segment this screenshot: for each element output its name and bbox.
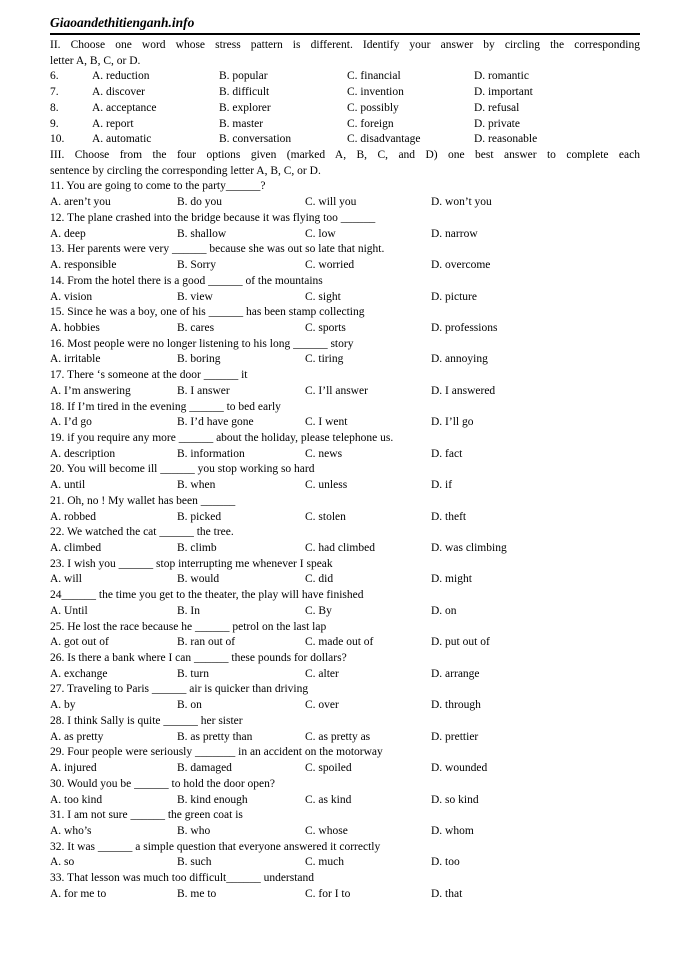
- option-b: B. kind enough: [177, 793, 248, 806]
- option-c: C. will you: [305, 196, 357, 209]
- answer-options: [50, 384, 640, 400]
- option-c: C. much: [305, 856, 344, 869]
- question-block: [50, 211, 640, 242]
- option-a: A. automatic: [92, 133, 152, 146]
- option-a: A. until: [50, 479, 86, 492]
- option-a: A. Until: [50, 604, 88, 617]
- option-a: A. climbed: [50, 542, 102, 554]
- option-b: B. I answer: [177, 384, 230, 397]
- question-stem: 11. You are going to come to the party______?: [50, 180, 266, 193]
- option-c: C. as pretty as: [305, 730, 371, 743]
- option-d: D. I answered: [431, 384, 496, 397]
- option-a: A. aren’t you: [50, 196, 111, 209]
- option-b: B. ran out of: [177, 636, 236, 649]
- question-stem: 12. The plane crashed into the bridge because it was flying too ______: [50, 211, 376, 224]
- option-c: C. low: [305, 227, 336, 240]
- option-c: C. I’ll answer: [305, 384, 368, 397]
- option-c: C. financial: [347, 70, 401, 83]
- answer-options: [50, 761, 640, 777]
- stress-item: [50, 69, 640, 85]
- option-c: C. whose: [305, 824, 348, 837]
- question-stem: 28. I think Sally is quite ______ her sister: [50, 714, 243, 727]
- option-c: C. sight: [305, 290, 341, 303]
- document-page: [50, 14, 640, 903]
- question-stem: 23. I wish you ______ stop interrupting me whenever I speak: [50, 557, 333, 570]
- question-stem: 20. You will become ill ______ you stop working so hard: [50, 463, 315, 476]
- question-stem: 22. We watched the cat ______ the tree.: [50, 526, 234, 539]
- answer-options: [50, 855, 640, 871]
- option-c: C. spoiled: [305, 762, 352, 775]
- option-c: C. possibly: [347, 101, 399, 114]
- option-a: A. as pretty: [50, 730, 104, 743]
- question-stem: 19. if you require any more ______ about the holiday, please telephone us.: [50, 431, 394, 444]
- answer-options: [50, 352, 640, 368]
- answer-options: [50, 478, 640, 494]
- question-block: [50, 525, 640, 556]
- question-block: [50, 179, 640, 210]
- site-header: Giaoandethitienganh.info: [50, 15, 195, 30]
- option-a: A. hobbies: [50, 321, 100, 334]
- question-block: [50, 808, 640, 839]
- option-a: A. description: [50, 447, 116, 460]
- section3-instruction-line2: sentence by circling the corresponding letter A, B, C, or D.: [50, 164, 321, 177]
- answer-options: [50, 447, 640, 463]
- question-block: [50, 840, 640, 871]
- option-c: C. unless: [305, 479, 348, 492]
- answer-options: [50, 227, 640, 243]
- option-d: D. picture: [431, 290, 477, 303]
- option-c: C. worried: [305, 259, 355, 272]
- question-block: [50, 682, 640, 713]
- option-d: D. put out of: [431, 636, 490, 649]
- option-b: B. I’d have gone: [177, 416, 254, 429]
- option-d: D. annoying: [431, 353, 488, 366]
- option-b: B. information: [177, 447, 245, 460]
- option-a: A. got out of: [50, 636, 109, 649]
- option-b: B. conversation: [219, 133, 292, 146]
- question-block: [50, 274, 640, 305]
- option-b: B. who: [177, 824, 211, 837]
- question-stem: 18. If I’m tired in the evening ______ to bed early: [50, 400, 281, 413]
- option-b: B. Sorry: [177, 259, 216, 272]
- option-b: B. view: [177, 290, 213, 303]
- option-d: D. if: [431, 479, 453, 492]
- answer-options: [50, 667, 640, 683]
- answer-options: [50, 604, 640, 620]
- question-block: [50, 337, 640, 368]
- option-b: B. on: [177, 699, 202, 712]
- question-stem: 33. That lesson was much too difficult______ understand: [50, 872, 315, 885]
- answer-options: [50, 698, 640, 714]
- stress-item: [50, 85, 640, 101]
- option-c: C. did: [305, 573, 334, 586]
- answer-options: [50, 510, 640, 526]
- question-block: [50, 494, 640, 525]
- section3-instruction-line1: III. Choose from the four options given (marked A, B, C, and D) one best answer to complete each: [50, 149, 640, 162]
- option-b: B. explorer: [219, 101, 271, 114]
- answer-options: [50, 195, 640, 211]
- option-c: C. By: [305, 604, 332, 617]
- option-a: A. irritable: [50, 353, 101, 366]
- question-stem: 25. He lost the race because he ______ petrol on the last lap: [50, 620, 327, 633]
- answer-options: [50, 824, 640, 840]
- option-b: B. cares: [177, 321, 215, 334]
- answer-options: [50, 258, 640, 274]
- option-b: B. do you: [177, 196, 223, 209]
- answer-options: [50, 572, 640, 588]
- option-a: A. responsible: [50, 259, 117, 272]
- option-a: A. for me to: [50, 887, 107, 900]
- option-d: D. that: [431, 887, 463, 900]
- section-2: [50, 38, 640, 148]
- option-c: C. tiring: [305, 353, 344, 366]
- option-b: B. picked: [177, 510, 222, 523]
- option-a: A. vision: [50, 290, 93, 303]
- option-b: B. In: [177, 604, 200, 617]
- option-a: A. injured: [50, 762, 97, 775]
- item-number: 6.: [50, 70, 59, 83]
- question-stem: 24______ the time you get to the theater, the play will have finished: [50, 589, 364, 602]
- option-b: B. as pretty than: [177, 730, 253, 743]
- option-d: D. private: [474, 117, 520, 130]
- mc-questions: [50, 179, 640, 902]
- option-b: B. me to: [177, 887, 217, 900]
- option-d: D. romantic: [474, 70, 529, 83]
- option-d: D. through: [431, 699, 481, 712]
- question-stem: 14. From the hotel there is a good ______ of the mountains: [50, 274, 323, 287]
- question-block: [50, 305, 640, 336]
- option-b: B. damaged: [177, 762, 232, 775]
- option-a: A. I’m answering: [50, 384, 131, 397]
- option-b: B. climb: [177, 542, 217, 554]
- item-number: 9.: [50, 117, 59, 130]
- option-a: A. by: [50, 699, 76, 712]
- option-a: A. robbed: [50, 510, 96, 523]
- answer-options: [50, 887, 640, 903]
- option-a: A. will: [50, 573, 82, 586]
- item-number: 8.: [50, 101, 59, 114]
- question-block: [50, 557, 640, 588]
- question-stem: 16. Most people were no longer listening to his long ______ story: [50, 337, 354, 350]
- answer-options: [50, 793, 640, 809]
- answer-options: [50, 730, 640, 746]
- question-stem: 15. Since he was a boy, one of his ______ has been stamp collecting: [50, 306, 365, 319]
- option-a: A. who’s: [50, 824, 92, 837]
- question-block: [50, 777, 640, 808]
- option-d: D. professions: [431, 321, 498, 334]
- option-b: B. would: [177, 573, 220, 586]
- option-a: A. so: [50, 856, 75, 869]
- option-c: C. over: [305, 699, 339, 712]
- option-c: C. alter: [305, 667, 339, 680]
- option-c: C. foreign: [347, 117, 394, 130]
- option-d: D. important: [474, 86, 533, 99]
- option-a: A. report: [92, 117, 134, 130]
- question-stem: 29. Four people were seriously _______ in an accident on the motorway: [50, 746, 383, 759]
- section2-instruction-line1: II. Choose one word whose stress pattern is different. Identify your answer by circling the corresponding: [50, 39, 640, 51]
- option-d: D. too: [431, 856, 460, 869]
- question-block: [50, 368, 640, 399]
- option-a: A. too kind: [50, 793, 103, 806]
- item-number: 7.: [50, 86, 59, 99]
- option-c: C. disadvantage: [347, 133, 421, 146]
- option-c: C. stolen: [305, 510, 346, 523]
- option-a: A. acceptance: [92, 101, 157, 114]
- question-block: [50, 871, 640, 902]
- option-a: A. exchange: [50, 667, 108, 680]
- option-c: C. had climbed: [305, 542, 375, 554]
- option-b: B. shallow: [177, 227, 227, 240]
- option-c: C. as kind: [305, 793, 352, 806]
- stress-item: [50, 117, 640, 133]
- stress-items: [50, 69, 640, 148]
- question-stem: 21. Oh, no ! My wallet has been ______: [50, 494, 236, 507]
- option-b: B. popular: [219, 70, 268, 83]
- question-block: [50, 462, 640, 493]
- option-c: C. sports: [305, 321, 346, 334]
- option-b: B. when: [177, 479, 216, 492]
- option-d: D. prettier: [431, 730, 479, 743]
- question-block: [50, 651, 640, 682]
- option-b: B. master: [219, 117, 264, 130]
- option-c: C. news: [305, 447, 343, 460]
- option-a: A. discover: [92, 86, 146, 99]
- question-block: [50, 745, 640, 776]
- option-a: A. reduction: [92, 70, 150, 83]
- option-d: D. I’ll go: [431, 416, 474, 429]
- question-stem: 27. Traveling to Paris ______ air is quicker than driving: [50, 683, 309, 696]
- question-block: [50, 588, 640, 619]
- option-d: D. reasonable: [474, 133, 538, 146]
- option-d: D. narrow: [431, 227, 478, 240]
- option-d: D. on: [431, 604, 457, 617]
- option-d: D. might: [431, 573, 472, 586]
- answer-options: [50, 541, 640, 557]
- option-d: D. so kind: [431, 793, 479, 806]
- option-c: C. I went: [305, 416, 348, 429]
- question-stem: 26. Is there a bank where I can ______ these pounds for dollars?: [50, 652, 347, 665]
- option-d: D. won’t you: [431, 196, 492, 209]
- question-stem: 13. Her parents were very ______ because she was out so late that night.: [50, 243, 385, 256]
- question-stem: 32. It was ______ a simple question that everyone answered it correctly: [50, 840, 381, 853]
- option-c: C. invention: [347, 86, 404, 99]
- option-b: B. difficult: [219, 86, 270, 99]
- section-3: [50, 148, 640, 903]
- option-b: B. turn: [177, 667, 209, 680]
- option-d: D. refusal: [474, 101, 520, 114]
- question-stem: 17. There ‘s someone at the door ______ it: [50, 369, 248, 382]
- option-d: D. arrange: [431, 667, 480, 680]
- item-number: 10.: [50, 133, 65, 146]
- header-rule: [50, 33, 640, 35]
- option-c: C. for I to: [305, 887, 351, 900]
- question-block: [50, 242, 640, 273]
- question-stem: 31. I am not sure ______ the green coat is: [50, 809, 243, 822]
- option-d: D. was climbing: [431, 542, 507, 554]
- option-b: B. boring: [177, 353, 221, 366]
- option-a: A. I’d go: [50, 416, 92, 429]
- section2-instruction-line2: letter A, B, C, or D.: [50, 54, 141, 67]
- option-d: D. fact: [431, 447, 463, 460]
- question-block: [50, 714, 640, 745]
- stress-item: [50, 101, 640, 117]
- answer-options: [50, 415, 640, 431]
- question-stem: 30. Would you be ______ to hold the door open?: [50, 777, 276, 790]
- question-block: [50, 620, 640, 651]
- question-block: [50, 400, 640, 431]
- answer-options: [50, 290, 640, 306]
- stress-item: [50, 132, 640, 148]
- option-b: B. such: [177, 856, 212, 869]
- option-d: D. overcome: [431, 259, 491, 272]
- question-block: [50, 431, 640, 462]
- option-d: D. whom: [431, 824, 474, 837]
- option-d: D. wounded: [431, 762, 488, 775]
- option-d: D. theft: [431, 510, 467, 523]
- answer-options: [50, 321, 640, 337]
- option-a: A. deep: [50, 227, 86, 240]
- answer-options: [50, 635, 640, 651]
- option-c: C. made out of: [305, 636, 374, 649]
